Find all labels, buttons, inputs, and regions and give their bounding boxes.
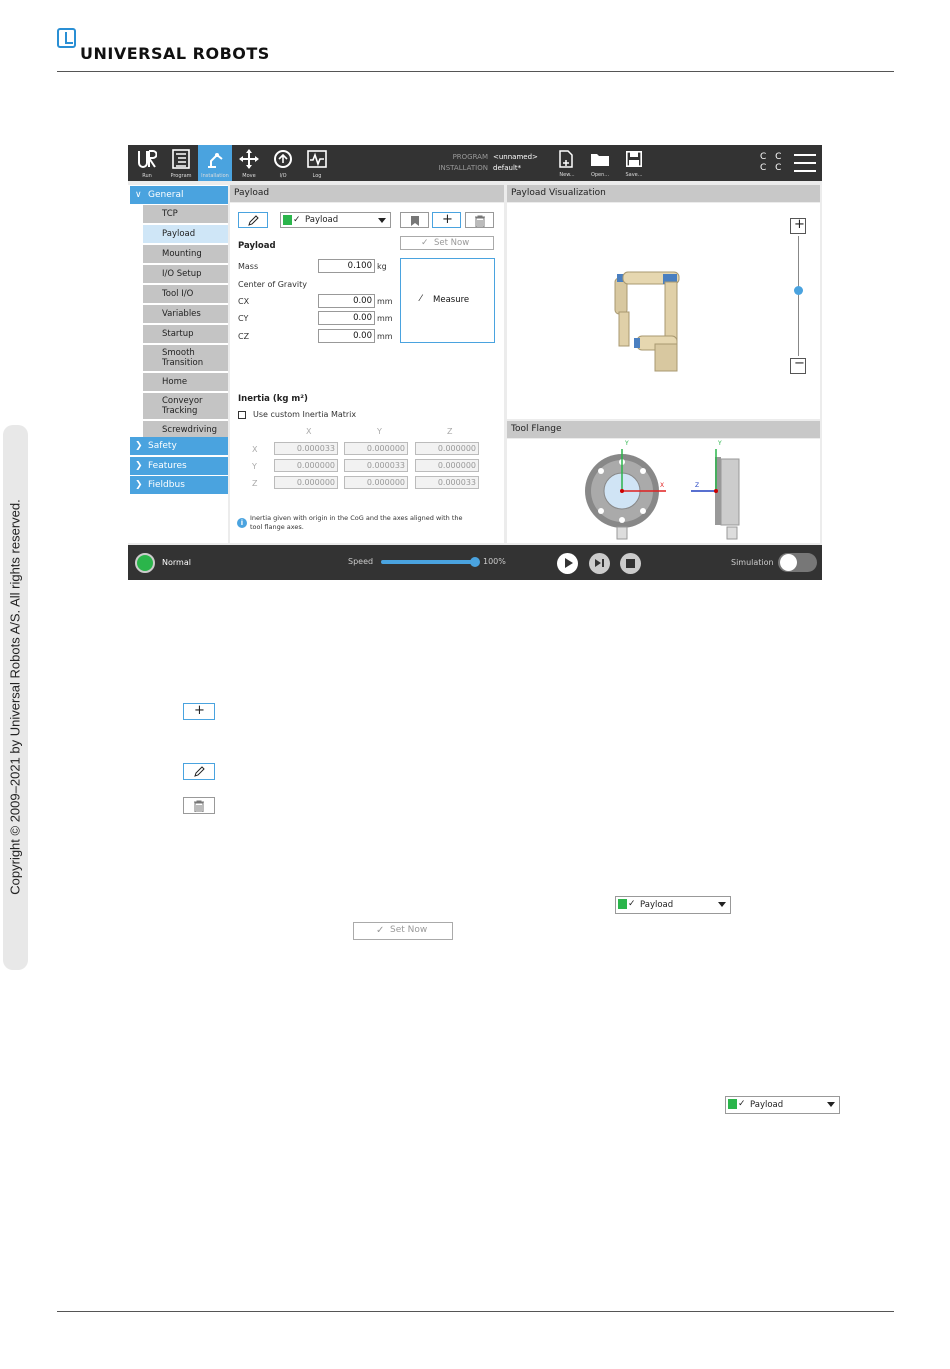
chevron-down-icon: ∨ xyxy=(135,190,142,200)
simulation-toggle[interactable] xyxy=(778,553,817,572)
speed-slider-track[interactable] xyxy=(381,560,475,564)
tree-general-label: General xyxy=(148,190,184,200)
tree-item-label: Startup xyxy=(162,329,194,339)
speed-slider-thumb[interactable] xyxy=(470,557,480,567)
zoom-out-button[interactable] xyxy=(790,358,806,374)
tree-item-payload[interactable] xyxy=(143,225,228,243)
tool-flange-side-image xyxy=(687,441,747,541)
row-x-label: X xyxy=(252,445,258,454)
nav-io-label: I/O xyxy=(279,173,287,179)
payload-flag-icon xyxy=(283,215,292,225)
inertia-cell: 0.000033 xyxy=(415,476,479,489)
io-icon xyxy=(273,149,293,169)
info-icon: i xyxy=(237,518,247,528)
flange-z-label: Z xyxy=(695,482,700,489)
inertia-cell: 0.000000 xyxy=(274,459,338,472)
chevron-down-icon xyxy=(378,218,386,223)
chevron-down-icon xyxy=(718,902,726,907)
stop-button[interactable] xyxy=(620,553,641,574)
inertia-cell: 0.000000 xyxy=(344,476,408,489)
cy-input[interactable]: 0.00 xyxy=(318,311,375,325)
tree-item-label: Tool I/O xyxy=(162,289,194,299)
save-button[interactable] xyxy=(620,149,648,179)
play-button[interactable] xyxy=(557,553,578,574)
tree-item-conveyor-tracking[interactable] xyxy=(143,393,228,419)
mass-label: Mass xyxy=(238,262,259,271)
tree-item-tool-io[interactable] xyxy=(143,285,228,303)
set-now-button[interactable] xyxy=(400,236,494,250)
tree-item-label: Smooth Transition xyxy=(162,348,204,368)
inertia-cell: 0.000000 xyxy=(415,442,479,455)
col-z: Z xyxy=(447,427,453,436)
set-now-label: Set Now xyxy=(390,925,428,935)
footer-divider xyxy=(57,1311,894,1312)
chevron-down-icon xyxy=(827,1102,835,1107)
speed-indicator[interactable] xyxy=(760,152,784,174)
installation-label: INSTALLATION xyxy=(438,164,488,172)
toggle-knob xyxy=(780,554,797,571)
menu-icon[interactable] xyxy=(794,154,816,172)
polyscope-window xyxy=(128,145,822,580)
flange-x-label: X xyxy=(660,482,665,489)
cc-bottom: C C xyxy=(760,163,785,173)
cx-label: CX xyxy=(238,297,250,306)
nav-installation-label: Installation xyxy=(201,173,229,179)
ur-logo-icon xyxy=(137,149,157,169)
open-label: Open... xyxy=(590,172,610,178)
cy-unit: mm xyxy=(377,314,393,323)
set-now-label: Set Now xyxy=(434,238,470,248)
measure-button[interactable] xyxy=(400,258,495,343)
header-divider xyxy=(57,71,894,72)
custom-inertia-checkbox[interactable] xyxy=(238,411,246,419)
inertia-cell: 0.000033 xyxy=(344,459,408,472)
move-icon xyxy=(239,149,259,169)
tree-item-label: Variables xyxy=(162,309,201,319)
row-z-label: Z xyxy=(252,479,258,488)
program-values xyxy=(493,152,538,174)
nav-log-label: Log xyxy=(312,173,322,179)
add-button-example xyxy=(183,703,215,720)
plus-icon: + xyxy=(794,217,805,232)
zoom-slider-thumb[interactable] xyxy=(794,286,803,295)
payload-dropdown-value: Payload xyxy=(750,1100,784,1110)
tree-general[interactable] xyxy=(130,186,228,204)
nav-installation[interactable] xyxy=(198,145,232,181)
cc-top: C C xyxy=(760,152,785,162)
open-button[interactable] xyxy=(586,149,614,179)
tool-flange-panel xyxy=(507,439,820,543)
log-icon xyxy=(307,149,327,169)
set-now-button-example xyxy=(353,922,453,940)
brand-title: UNIVERSAL ROBOTS xyxy=(80,44,270,63)
payload-dropdown-value: Payload xyxy=(305,215,339,225)
nav-log[interactable] xyxy=(300,145,334,181)
inertia-cell: 0.000033 xyxy=(274,442,338,455)
zoom-track xyxy=(798,236,799,356)
chevron-right-icon: ❯ xyxy=(135,461,143,471)
check-icon: ✓ xyxy=(293,215,301,225)
speed-label: Speed xyxy=(348,557,374,566)
program-labels xyxy=(428,152,488,174)
tool-flange-front-image xyxy=(582,441,667,541)
payload-dropdown-value: Payload xyxy=(640,900,674,910)
payload-dropdown[interactable] xyxy=(280,212,391,228)
payload-dropdown-example xyxy=(615,896,731,914)
wand-icon: ⁄ xyxy=(420,294,422,304)
play-icon xyxy=(565,558,573,568)
new-file-icon xyxy=(559,150,573,168)
tree-item-home[interactable] xyxy=(143,373,228,391)
check-icon: ✓ xyxy=(376,925,385,936)
cz-unit: mm xyxy=(377,332,393,341)
tree-features-label: Features xyxy=(148,461,187,471)
minus-icon: − xyxy=(794,356,805,371)
tree-item-label: Payload xyxy=(162,229,196,239)
payload-dropdown-example-2 xyxy=(725,1096,840,1114)
mass-unit: kg xyxy=(377,262,387,271)
nav-io[interactable] xyxy=(266,145,300,181)
tree-item-startup[interactable] xyxy=(143,325,228,343)
tree-item-tcp[interactable] xyxy=(143,205,228,223)
tree-item-label: TCP xyxy=(162,209,178,219)
program-name: <unnamed> xyxy=(493,153,538,161)
inertia-cell: 0.000000 xyxy=(344,442,408,455)
payload-panel-header: Payload xyxy=(230,185,504,202)
zoom-in-button[interactable] xyxy=(790,218,806,234)
tree-fieldbus[interactable] xyxy=(130,476,228,494)
cz-label: CZ xyxy=(238,332,250,341)
simulation-label: Simulation xyxy=(731,558,774,567)
info-line-1: Inertia given with origin in the CoG and the axes aligned with the xyxy=(250,514,463,522)
payload-flag-icon xyxy=(618,899,627,909)
tree-item-variables[interactable] xyxy=(143,305,228,323)
status-mode: Normal xyxy=(162,558,191,567)
tree-fieldbus-label: Fieldbus xyxy=(148,480,185,490)
step-button[interactable] xyxy=(589,553,610,574)
copyright-text: Copyright © 2009–2021 by Universal Robots A/S. All rights reserved. xyxy=(7,499,23,895)
folder-icon xyxy=(591,152,609,166)
nav-run[interactable] xyxy=(130,145,164,181)
col-y: Y xyxy=(377,427,382,436)
delete-button-example xyxy=(183,797,215,814)
viz-panel xyxy=(507,203,820,419)
tree-item-smooth-transition[interactable] xyxy=(143,345,228,371)
custom-inertia-label: Use custom Inertia Matrix xyxy=(253,410,357,419)
col-x: X xyxy=(306,427,312,436)
tree-item-io-setup[interactable] xyxy=(143,265,228,283)
installation-tree xyxy=(128,185,228,543)
cy-label: CY xyxy=(238,314,249,323)
tree-item-label: Mounting xyxy=(162,249,202,259)
cx-input[interactable]: 0.00 xyxy=(318,294,375,308)
bookmark-button[interactable] xyxy=(400,212,429,228)
check-icon: ✓ xyxy=(421,238,429,248)
info-text xyxy=(250,514,463,532)
inertia-cell: 0.000000 xyxy=(415,459,479,472)
nav-program-label: Program xyxy=(170,173,192,179)
ur-logo-icon xyxy=(57,28,76,48)
bookmark-icon xyxy=(411,216,419,226)
trash-icon xyxy=(475,215,485,227)
cz-input[interactable]: 0.00 xyxy=(318,329,375,343)
tree-safety-label: Safety xyxy=(148,441,177,451)
cx-unit: mm xyxy=(377,297,393,306)
tree-item-label: Screwdriving xyxy=(162,425,217,435)
installation-icon xyxy=(205,149,225,169)
pencil-icon xyxy=(248,215,259,226)
program-label: PROGRAM xyxy=(452,153,488,161)
cog-label: Center of Gravity xyxy=(238,280,307,289)
new-label: New... xyxy=(559,172,575,178)
plus-icon: + xyxy=(442,212,453,227)
save-icon xyxy=(626,151,642,167)
check-icon: ✓ xyxy=(628,899,636,909)
trash-icon xyxy=(194,800,204,812)
save-label: Save... xyxy=(625,172,643,178)
edit-button-example xyxy=(183,763,215,780)
flange-side-y-label: Y xyxy=(718,440,722,447)
inertia-cell: 0.000000 xyxy=(274,476,338,489)
add-payload-button[interactable] xyxy=(432,212,461,228)
speed-value: 100% xyxy=(483,557,506,566)
chevron-right-icon: ❯ xyxy=(135,480,143,490)
tool-flange-header: Tool Flange xyxy=(507,421,820,438)
nav-run-label: Run xyxy=(142,173,152,179)
chevron-right-icon: ❯ xyxy=(135,441,143,451)
flange-y-label: Y xyxy=(625,440,629,447)
payload-section-title: Payload xyxy=(238,241,276,251)
check-icon: ✓ xyxy=(738,1099,746,1109)
info-line-2: tool flange axes. xyxy=(250,523,304,531)
payload-flag-icon xyxy=(728,1099,737,1109)
viz-panel-header: Payload Visualization xyxy=(507,185,820,202)
tree-safety[interactable] xyxy=(130,437,228,455)
status-indicator-icon xyxy=(135,553,155,573)
speed-slider-fill xyxy=(381,560,475,564)
robot-arm-image xyxy=(607,268,697,373)
step-icon xyxy=(595,559,601,567)
step-bar xyxy=(602,559,604,567)
row-y-label: Y xyxy=(252,462,257,471)
top-bar xyxy=(128,145,822,181)
mass-input[interactable]: 0.100 xyxy=(318,259,375,273)
nav-program[interactable] xyxy=(164,145,198,181)
edit-button[interactable] xyxy=(238,212,268,228)
tree-item-label: Conveyor Tracking xyxy=(162,396,203,416)
plus-icon: + xyxy=(194,703,205,718)
delete-payload-button[interactable] xyxy=(465,212,494,228)
new-button[interactable] xyxy=(553,149,581,179)
tree-item-label: I/O Setup xyxy=(162,269,202,279)
measure-label: Measure xyxy=(433,295,470,305)
status-bar xyxy=(128,545,822,580)
pencil-icon xyxy=(194,766,205,777)
installation-name: default* xyxy=(493,164,522,172)
stop-icon xyxy=(626,559,635,568)
nav-move-label: Move xyxy=(242,173,256,179)
program-icon xyxy=(171,149,191,169)
inertia-title: Inertia (kg m²) xyxy=(238,394,308,404)
nav-move[interactable] xyxy=(232,145,266,181)
tree-item-mounting[interactable] xyxy=(143,245,228,263)
payload-panel xyxy=(230,203,504,543)
tree-features[interactable] xyxy=(130,457,228,475)
tree-item-label: Home xyxy=(162,377,188,387)
